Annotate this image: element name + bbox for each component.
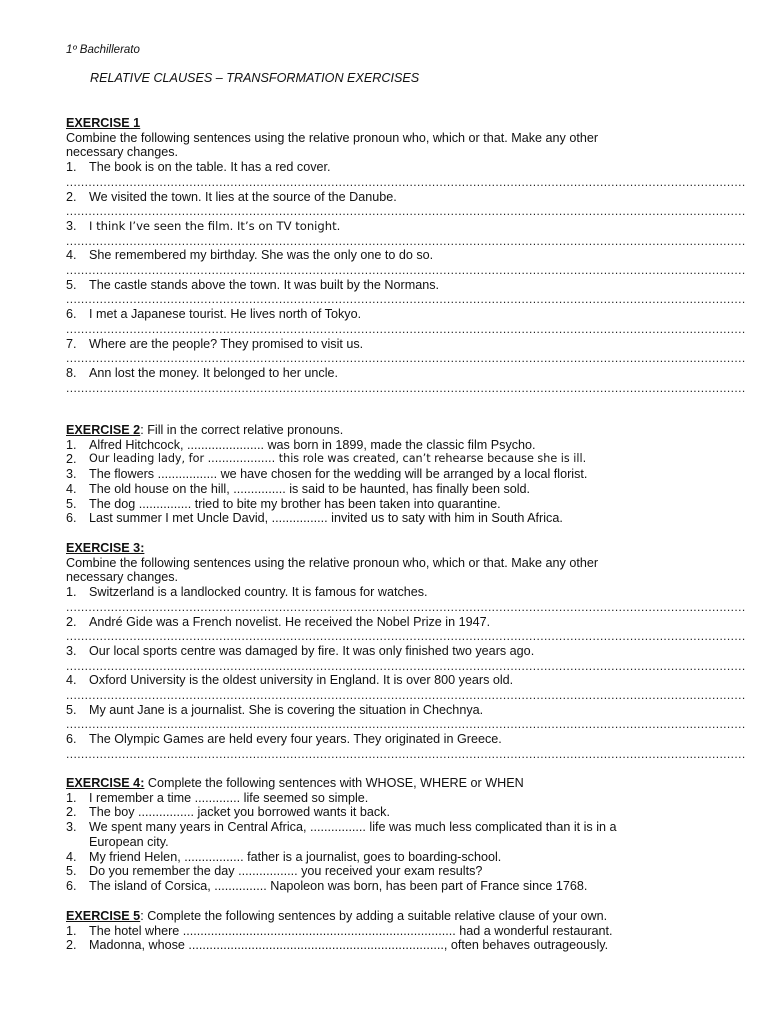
- exercise-2: [66, 423, 656, 526]
- list-item: 1. I remember a time ............. life seemed so simple.: [66, 790, 369, 805]
- list-item: 3. We spent many years in Central Africa, ................ life was much less complicated than it is in a European city.: [66, 820, 617, 849]
- list-item: 7. Where are the people? They promised to visit us.: [66, 336, 364, 351]
- answer-line[interactable]: ......................................................................................................................................................................................: [66, 658, 746, 673]
- answer-line[interactable]: ......................................................................................................................................................................................: [66, 292, 746, 307]
- answer-line[interactable]: ......................................................................................................................................................................................: [66, 717, 746, 732]
- list-item: 2. Madonna, whose ........................................................................., often behaves outrageously.: [66, 938, 609, 953]
- exercise-4-instructions: Complete the following sentences with WHOSE, WHERE or WHEN: [144, 776, 524, 790]
- exercise-1: [66, 116, 746, 395]
- exercise-3-heading: EXERCISE 3:: [66, 541, 145, 555]
- answer-line[interactable]: ......................................................................................................................................................................................: [66, 746, 746, 761]
- list-item: 1. Alfred Hitchcock, ...................... was born in 1899, made the classic film Psycho.: [66, 437, 536, 452]
- list-item: 6. Last summer I met Uncle David, ................ invited us to saty with him in South Africa.: [66, 511, 563, 526]
- exercise-5: [66, 909, 656, 953]
- answer-line[interactable]: ......................................................................................................................................................................................: [66, 233, 746, 248]
- answer-line[interactable]: ......................................................................................................................................................................................: [66, 321, 746, 336]
- list-item: 3. I think I’ve seen the film. It’s on TV tonight.: [66, 218, 341, 233]
- list-item: 2. We visited the town. It lies at the source of the Danube.: [66, 189, 397, 204]
- exercise-3: [66, 541, 746, 762]
- exercise-4-heading: EXERCISE 4:: [66, 776, 145, 790]
- exercise-1-instructions: Combine the following sentences using the relative pronoun who, which or that. Make any other necessary changes.: [66, 130, 599, 160]
- answer-line[interactable]: ......................................................................................................................................................................................: [66, 204, 746, 219]
- list-item: 1. The book is on the table. It has a red cover.: [66, 160, 331, 175]
- list-item: 6. The Olympic Games are held every four years. They originated in Greece.: [66, 732, 502, 747]
- worksheet-title: RELATIVE CLAUSES – TRANSFORMATION EXERCISES: [90, 71, 420, 85]
- exercise-2-instructions: : Fill in the correct relative pronouns.: [140, 423, 344, 437]
- list-item: 5. Do you remember the day ................. you received your exam results?: [66, 864, 483, 879]
- list-item: 8. Ann lost the money. It belonged to her uncle.: [66, 365, 339, 380]
- list-item: 1. Switzerland is a landlocked country. It is famous for watches.: [66, 585, 428, 600]
- list-item: 6. I met a Japanese tourist. He lives north of Tokyo.: [66, 307, 362, 322]
- list-item: 4. She remembered my birthday. She was the only one to do so.: [66, 248, 434, 263]
- answer-line[interactable]: ......................................................................................................................................................................................: [66, 380, 746, 395]
- exercise-1-heading: EXERCISE 1: [66, 116, 141, 130]
- list-item: 2. The boy ................ jacket you borrowed wants it back.: [66, 805, 390, 820]
- list-item: 3. Our local sports centre was damaged by fire. It was only finished two years ago.: [66, 643, 535, 658]
- list-item: 1. The hotel where .............................................................................. had a wonderful restaurant.: [66, 923, 613, 938]
- list-item: 5. The castle stands above the town. It was built by the Normans.: [66, 277, 440, 292]
- list-item: 5. My aunt Jane is a journalist. She is covering the situation in Chechnya.: [66, 702, 484, 717]
- grade-label: 1º Bachillerato: [66, 44, 140, 56]
- list-item: 4. Oxford University is the oldest university in England. It is over 800 years old.: [66, 673, 514, 688]
- answer-line[interactable]: ......................................................................................................................................................................................: [66, 174, 746, 189]
- answer-line[interactable]: ......................................................................................................................................................................................: [66, 629, 746, 644]
- answer-line[interactable]: ......................................................................................................................................................................................: [66, 599, 746, 614]
- exercise-5-heading: EXERCISE 5: [66, 909, 141, 923]
- exercise-3-instructions: Combine the following sentences using the relative pronoun who, which or that. Make any other necessary changes.: [66, 555, 599, 585]
- list-item: 3. The flowers ................. we have chosen for the wedding will be arranged by a local florist.: [66, 467, 588, 482]
- exercise-5-instructions: : Complete the following sentences by adding a suitable relative clause of your own.: [140, 909, 608, 923]
- answer-line[interactable]: ......................................................................................................................................................................................: [66, 263, 746, 278]
- list-item: 2. André Gide was a French novelist. He received the Nobel Prize in 1947.: [66, 614, 491, 629]
- list-item: 5. The dog ............... tried to bite my brother has been taken into quarantine.: [66, 496, 501, 511]
- list-item: 4. The old house on the hill, ............... is said to be haunted, has finally been sold.: [66, 481, 531, 496]
- exercise-2-heading: EXERCISE 2: [66, 423, 141, 437]
- answer-line[interactable]: ......................................................................................................................................................................................: [66, 688, 746, 703]
- list-item: 6. The island of Corsica, ............... Napoleon was born, has been part of France since 1768.: [66, 878, 588, 893]
- list-item: 4. My friend Helen, ................. father is a journalist, goes to boarding-school.: [66, 849, 502, 864]
- list-item: 2. Our leading lady, for ................... this role was created, can’t rehearse because she is ill.: [66, 452, 587, 467]
- exercise-4: [66, 776, 656, 894]
- answer-line[interactable]: ......................................................................................................................................................................................: [66, 351, 746, 366]
